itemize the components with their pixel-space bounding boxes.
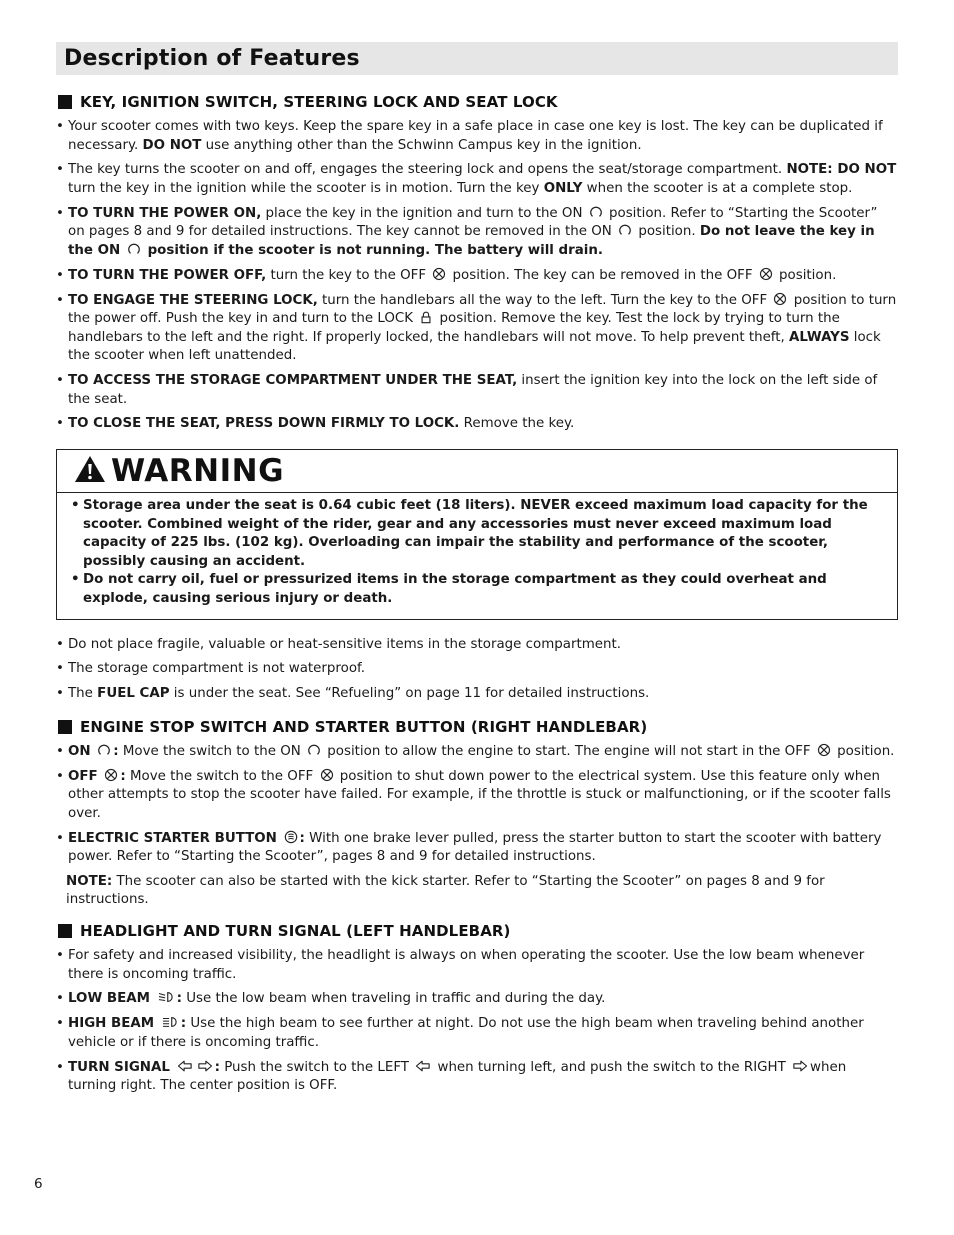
section-heading-key-ignition [58,93,898,111]
section-heading-text: HEADLIGHT AND TURN SIGNAL (LEFT HANDLEBAR) [80,922,511,941]
list-item: • The key turns the scooter on and off, engages the steering lock and opens the seat/storage compartment. NOTE: DO NOT turn the key in the ignition while the scooter is in motion. Turn the key ONLY when the scooter is at a complete stop. [56,161,898,198]
list-item: • ON : Move the switch to the ON position to allow the engine to start. The engine will not start in the OFF position. [56,743,898,762]
off-position-icon [759,267,773,281]
square-bullet-icon [58,95,72,109]
starter-button-icon [284,830,298,844]
list-item: • Your scooter comes with two keys. Keep the spare key in a safe place in case one key is lost. The key can be duplicated if necessary. DO NOT use anything other than the Schwinn Campus key in the ignition. [56,118,898,155]
storage-list [56,636,898,704]
list-item: • The FUEL CAP is under the seat. See “Refueling” on page 11 for detailed instructions. [56,685,898,704]
off-position-icon [773,292,787,306]
off-position-icon [104,768,118,782]
title-bar [56,42,898,75]
off-position-icon [432,267,446,281]
section-heading-headlight [58,922,898,940]
section-heading-text: ENGINE STOP SWITCH AND STARTER BUTTON (RIGHT HANDLEBAR) [80,717,648,736]
page-title: Description of Features [64,46,360,71]
on-position-icon [97,743,111,757]
square-bullet-icon [58,720,72,734]
left-arrow-icon [177,1059,193,1073]
warning-item: • Do not carry oil, fuel or pressurized items in the storage compartment as they could overheat and explode, causing serious injury or death. [71,571,881,608]
list-item: • Do not place fragile, valuable or heat-sensitive items in the storage compartment. [56,636,898,655]
list-item: • ELECTRIC STARTER BUTTON : With one brake lever pulled, press the starter button to start the scooter with battery power. Refer to “Starting the Scooter”, pages 8 and 9 for detailed instructions. [56,830,898,867]
high-beam-icon [161,1015,179,1029]
on-position-icon [618,223,632,237]
page-number: 6 [34,1176,43,1192]
warning-triangle-icon [73,454,107,488]
on-position-icon [307,743,321,757]
list-item: • LOW BEAM : Use the low beam when traveling in traffic and during the day. [56,990,898,1009]
engine-stop-list [56,743,898,867]
list-item: • TURN SIGNAL : Push the switch to the LEFT when turning left, and push the switch to the RIGHT when turning right. The center position is OFF. [56,1059,898,1096]
list-item: • OFF : Move the switch to the OFF position to shut down power to the electrical system. Use this feature only when other attempts to stop the scooter have failed. For example, if the throttle is stuck or malfunctioning, or if the scooter falls over. [56,768,898,824]
warning-box [56,449,898,620]
on-position-icon [127,242,141,256]
warning-label: WARNING [111,453,285,490]
warning-header [57,450,897,493]
note-kick-starter: NOTE: The scooter can also be started with the kick starter. Refer to “Starting the Scooter” on pages 8 and 9 for instructions. [66,873,825,908]
list-item: • TO CLOSE THE SEAT, PRESS DOWN FIRMLY TO LOCK. Remove the key. [56,415,898,434]
off-position-icon [320,768,334,782]
list-item: • TO ACCESS THE STORAGE COMPARTMENT UNDER THE SEAT, insert the ignition key into the lock on the left side of the seat. [56,372,898,409]
warning-item: • Storage area under the seat is 0.64 cubic feet (18 liters). NEVER exceed maximum load capacity for the scooter. Combined weight of the rider, gear and any accessories must never exceed maximum load capacity of 225 lbs. (102 kg). Overloading can impair the stability and performance of the scooter, possibly causing an accident. [71,497,881,571]
lock-icon [419,310,433,324]
list-item: • TO ENGAGE THE STEERING LOCK, turn the handlebars all the way to the left. Turn the key to the OFF position to turn the power off. Push the key in and turn to the LOCK position. Remove the key. Test the lock by trying to turn the handlebars to the left and the right. If properly locked, the handlebars will not move. To help prevent theft, ALWAYS lock the scooter when left unattended. [56,292,898,366]
warning-body [57,493,897,619]
list-item: • HIGH BEAM : Use the high beam to see further at night. Do not use the high beam when traveling behind another vehicle or if there is oncoming traffic. [56,1015,898,1052]
list-item: • The storage compartment is not waterproof. [56,660,898,679]
document-page [56,42,898,1102]
on-position-icon [589,205,603,219]
key-ignition-list [56,118,898,434]
section-heading-engine-stop [58,718,898,736]
headlight-list [56,947,898,1096]
list-item: • For safety and increased visibility, the headlight is always on when operating the scooter. Use the low beam whenever there is oncoming traffic. [56,947,898,984]
off-position-icon [817,743,831,757]
right-arrow-icon [792,1059,808,1073]
list-item: • TO TURN THE POWER OFF, turn the key to the OFF position. The key can be removed in the OFF position. [56,267,898,286]
section-heading-text: KEY, IGNITION SWITCH, STEERING LOCK AND SEAT LOCK [80,93,558,111]
left-arrow-icon [415,1059,431,1073]
square-bullet-icon [58,924,72,938]
right-arrow-icon [197,1059,213,1073]
low-beam-icon [157,990,175,1004]
list-item: • TO TURN THE POWER ON, place the key in the ignition and turn to the ON position. Refer to “Starting the Scooter” on pages 8 and 9 for detailed instructions. The key cannot be removed in the ON position. Do not leave the key in the ON position if the scooter is not running. The battery will drain. [56,205,898,261]
